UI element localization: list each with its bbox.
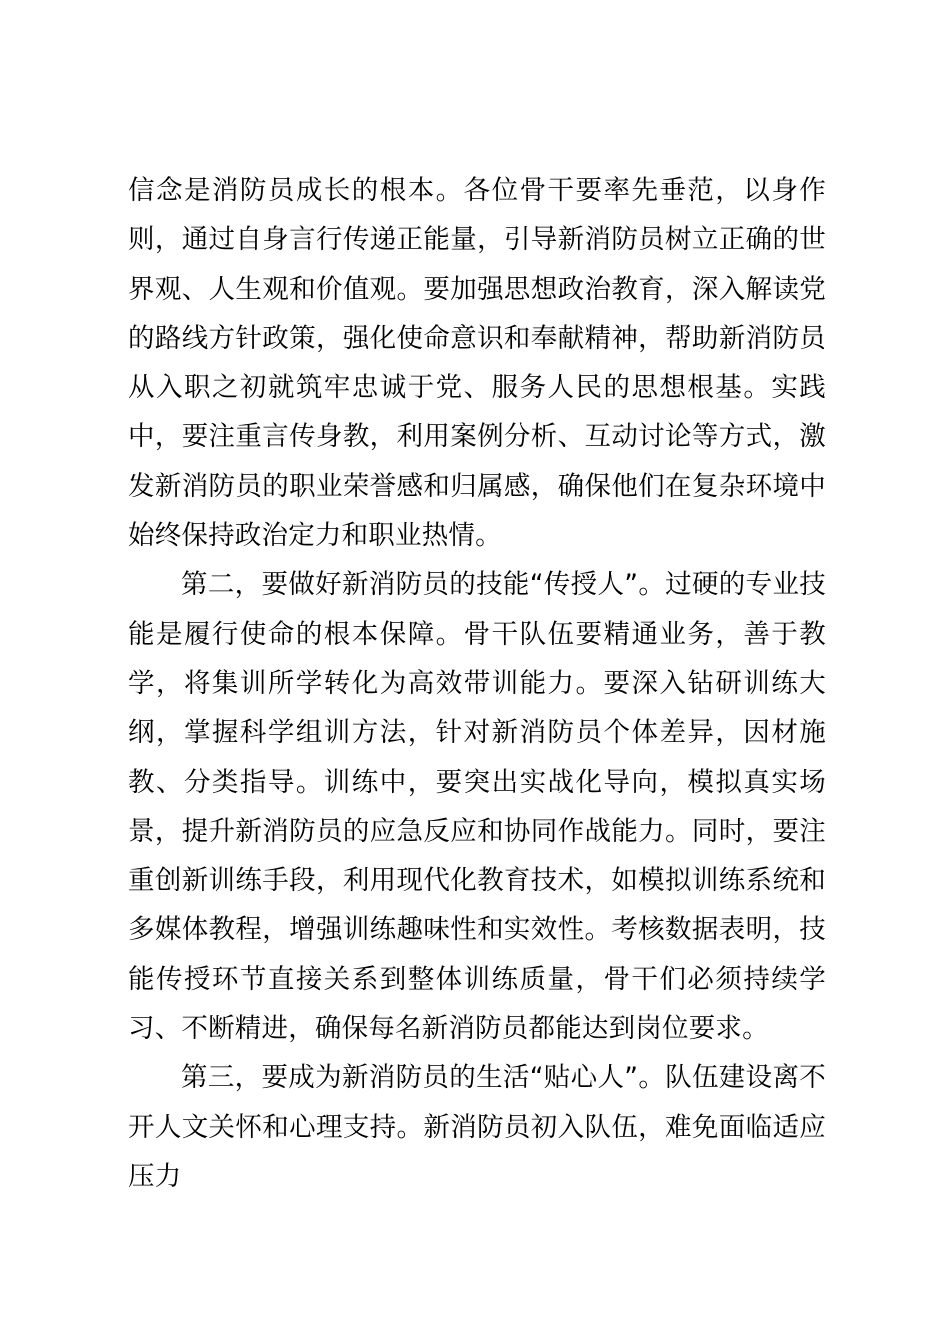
paragraph-third-point: 第三，要成为新消防员的生活“贴心人”。队伍建设离不开人文关怀和心理支持。新消防员初入队伍，难免面临适应压力	[128, 1062, 826, 1192]
paragraph-second-point: 第二，要做好新消防员的技能“传授人”。过硬的专业技能是履行使命的根本保障。骨干队伍要精通业务，善于教学，将集训所学转化为高效带训能力。要深入钻研训练大纲，掌握科学组训方法，针对新消防员个体差异，因材施教、分类指导。训练中，要突出实战化导向，模拟真实场景，提升新消防员的应急反应和协同作战能力。同时，要注重创新训练手段，利用现代化教育技术，如模拟训练系统和多媒体教程，增强训练趣味性和实效性。考核数据表明，技能传授环节直接关系到整体训练质量，骨干们必须持续学习、不断精进，确保每名新消防员都能达到岗位要求。	[128, 569, 826, 1045]
body-text	[128, 166, 826, 1201]
paragraph-continued: 信念是消防员成长的根本。各位骨干要率先垂范，以身作则，通过自身言行传递正能量，引导新消防员树立正确的世界观、人生观和价值观。要加强思想政治教育，深入解读党的路线方针政策，强化使命意识和奉献精神，帮助新消防员从入职之初就筑牢忠诚于党、服务人民的思想根基。实践中，要注重言传身教，利用案例分析、互动讨论等方式，激发新消防员的职业荣誉感和归属感，确保他们在复杂环境中始终保持政治定力和职业热情。	[128, 175, 826, 552]
